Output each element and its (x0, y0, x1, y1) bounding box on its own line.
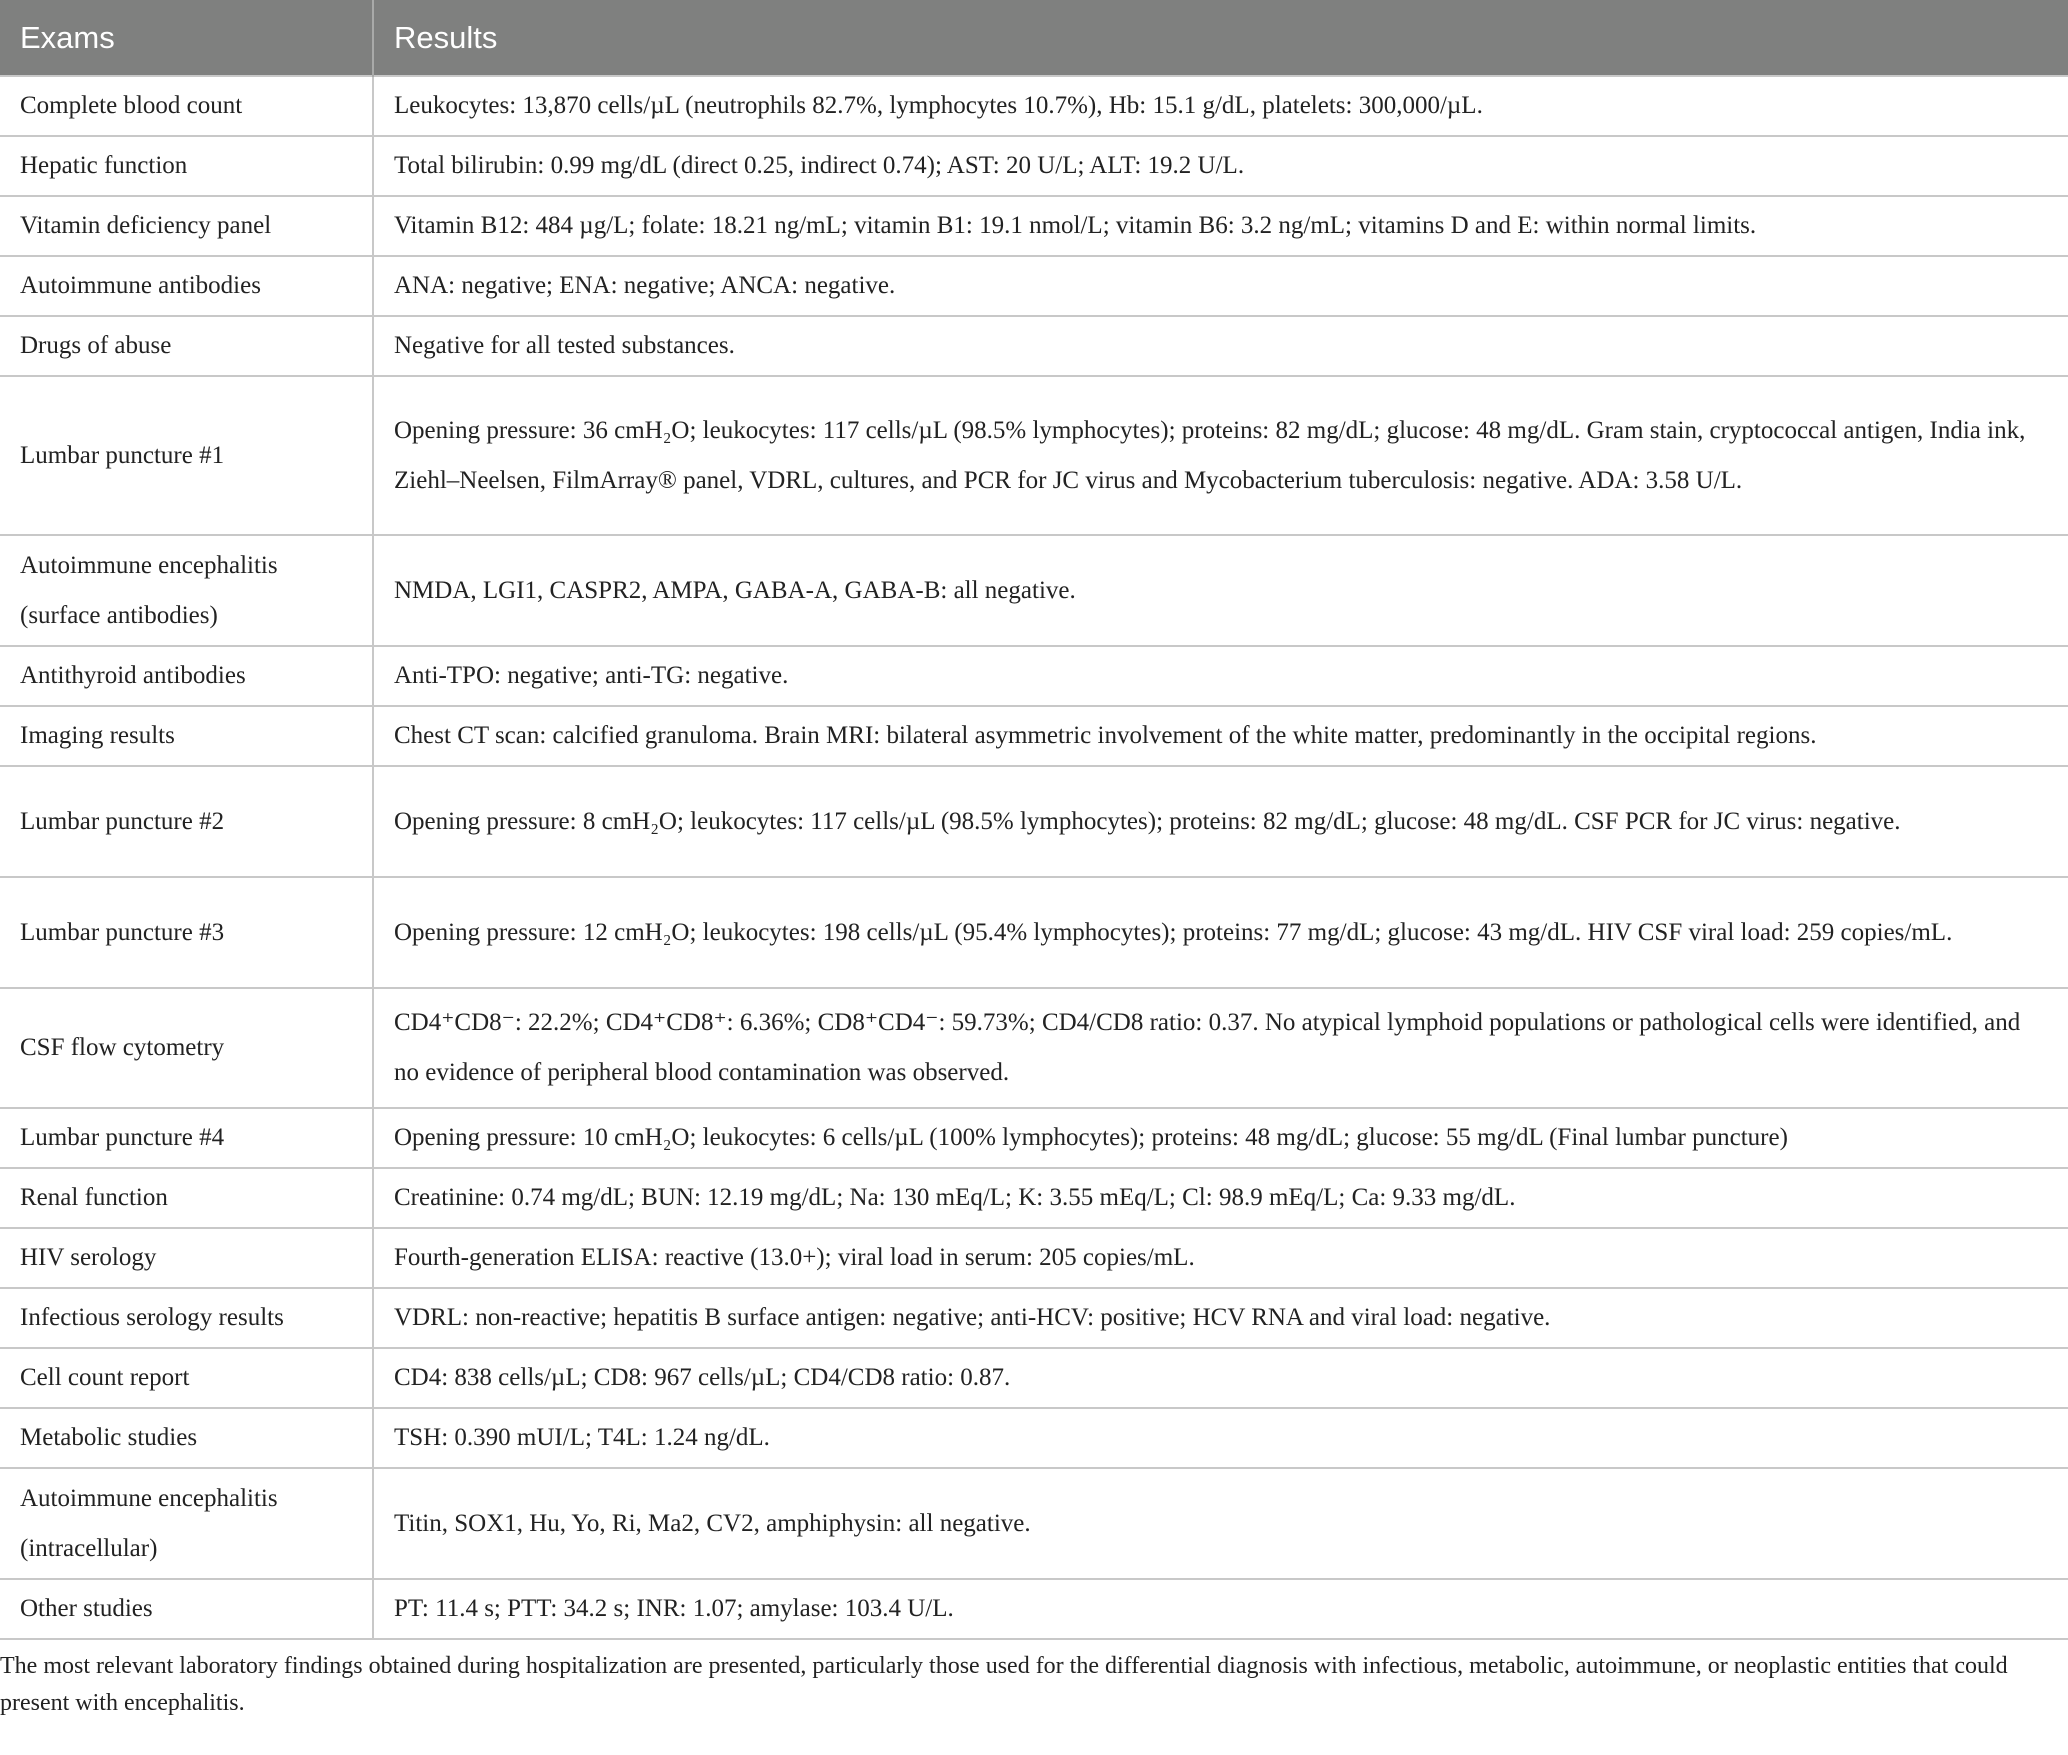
result-cell: Anti-TPO: negative; anti-TG: negative. (373, 646, 2068, 706)
table-row (0, 196, 2068, 256)
table-row (0, 877, 2068, 988)
result-cell: Negative for all tested substances. (373, 316, 2068, 376)
table-row (0, 76, 2068, 136)
exam-cell: Metabolic studies (0, 1408, 373, 1468)
exam-cell: CSF flow cytometry (0, 988, 373, 1108)
table-row (0, 136, 2068, 196)
table-row (0, 256, 2068, 316)
exam-cell: Hepatic function (0, 136, 373, 196)
table-row (0, 1468, 2068, 1579)
exam-cell: Autoimmune encephalitis (intracellular) (0, 1468, 373, 1579)
result-cell: TSH: 0.390 mUI/L; T4L: 1.24 ng/dL. (373, 1408, 2068, 1468)
exam-cell: Infectious serology results (0, 1288, 373, 1348)
exam-cell: Cell count report (0, 1348, 373, 1408)
result-cell: Creatinine: 0.74 mg/dL; BUN: 12.19 mg/dL; Na: 130 mEq/L; K: 3.55 mEq/L; Cl: 98.9 mEq/L; Ca: 9.33 mg/dL. (373, 1168, 2068, 1228)
result-cell: Vitamin B12: 484 µg/L; folate: 18.21 ng/mL; vitamin B1: 19.1 nmol/L; vitamin B6: 3.2 ng/mL; vitamins D and E: within normal limits. (373, 196, 2068, 256)
table-row (0, 988, 2068, 1108)
header-exams: Exams (0, 0, 373, 76)
result-cell: CD4: 838 cells/µL; CD8: 967 cells/µL; CD4/CD8 ratio: 0.87. (373, 1348, 2068, 1408)
header-results: Results (373, 0, 2068, 76)
table-row (0, 1288, 2068, 1348)
result-cell: Total bilirubin: 0.99 mg/dL (direct 0.25, indirect 0.74); AST: 20 U/L; ALT: 19.2 U/L. (373, 136, 2068, 196)
table-row (0, 316, 2068, 376)
table-row (0, 1348, 2068, 1408)
table-row (0, 706, 2068, 766)
exam-cell: Lumbar puncture #2 (0, 766, 373, 877)
exam-cell: Lumbar puncture #1 (0, 376, 373, 535)
exam-cell: HIV serology (0, 1228, 373, 1288)
table-header-row (0, 0, 2068, 76)
exam-cell: Autoimmune antibodies (0, 256, 373, 316)
table-row (0, 1228, 2068, 1288)
table-footnote: The most relevant laboratory findings obtained during hospitalization are presented, particularly those used for the differential diagnosis with infectious, metabolic, autoimmune, or neoplastic entities that could present with encephalitis. (0, 1653, 2008, 1716)
exam-cell: Renal function (0, 1168, 373, 1228)
result-cell: Opening pressure: 10 cmH₂O; leukocytes: 6 cells/µL (100% lymphocytes); proteins: 48 mg/dL; glucose: 55 mg/dL (Final lumbar puncture) (373, 1108, 2068, 1168)
result-cell: Chest CT scan: calcified granuloma. Brain MRI: bilateral asymmetric involvement of the white matter, predominantly in the occipital regions. (373, 706, 2068, 766)
exam-cell: Autoimmune encephalitis (surface antibodies) (0, 535, 373, 646)
table-row (0, 1168, 2068, 1228)
result-cell: Leukocytes: 13,870 cells/µL (neutrophils 82.7%, lymphocytes 10.7%), Hb: 15.1 g/dL, platelets: 300,000/µL. (373, 76, 2068, 136)
result-cell: PT: 11.4 s; PTT: 34.2 s; INR: 1.07; amylase: 103.4 U/L. (373, 1579, 2068, 1639)
exam-cell: Vitamin deficiency panel (0, 196, 373, 256)
table-row (0, 646, 2068, 706)
table-row (0, 766, 2068, 877)
exam-cell: Imaging results (0, 706, 373, 766)
result-cell: Opening pressure: 8 cmH₂O; leukocytes: 117 cells/µL (98.5% lymphocytes); proteins: 82 mg/dL; glucose: 48 mg/dL. CSF PCR for JC virus: negative. (373, 766, 2068, 877)
result-cell: Fourth-generation ELISA: reactive (13.0+); viral load in serum: 205 copies/mL. (373, 1228, 2068, 1288)
result-cell: Opening pressure: 12 cmH₂O; leukocytes: 198 cells/µL (95.4% lymphocytes); proteins: 77 mg/dL; glucose: 43 mg/dL. HIV CSF viral load: 259 copies/mL. (373, 877, 2068, 988)
table-row (0, 376, 2068, 535)
result-cell: CD4⁺CD8⁻: 22.2%; CD4⁺CD8⁺: 6.36%; CD8⁺CD4⁻: 59.73%; CD4/CD8 ratio: 0.37. No atypical lymphoid populations or pathological cells were identified, and no evidence of peripheral blood contamination was observed. (373, 988, 2068, 1108)
result-cell: VDRL: non-reactive; hepatitis B surface antigen: negative; anti-HCV: positive; HCV RNA and viral load: negative. (373, 1288, 2068, 1348)
result-cell: Titin, SOX1, Hu, Yo, Ri, Ma2, CV2, amphiphysin: all negative. (373, 1468, 2068, 1579)
result-cell: Opening pressure: 36 cmH₂O; leukocytes: 117 cells/µL (98.5% lymphocytes); proteins: 82 mg/dL; glucose: 48 mg/dL. Gram stain, cryptococcal antigen, India ink, Ziehl–Neelsen, FilmArray® panel, VDRL, cultures, and PCR for JC virus and Mycobacterium tuberculosis: negative. ADA: 3.58 U/L. (373, 376, 2068, 535)
exam-cell: Antithyroid antibodies (0, 646, 373, 706)
exam-cell: Lumbar puncture #3 (0, 877, 373, 988)
result-cell: NMDA, LGI1, CASPR2, AMPA, GABA-A, GABA-B: all negative. (373, 535, 2068, 646)
result-cell: ANA: negative; ENA: negative; ANCA: negative. (373, 256, 2068, 316)
table-row (0, 535, 2068, 646)
exam-cell: Lumbar puncture #4 (0, 1108, 373, 1168)
table-row (0, 1108, 2068, 1168)
table-row (0, 1408, 2068, 1468)
exam-cell: Drugs of abuse (0, 316, 373, 376)
table-row (0, 1579, 2068, 1639)
exam-cell: Other studies (0, 1579, 373, 1639)
exam-cell: Complete blood count (0, 76, 373, 136)
